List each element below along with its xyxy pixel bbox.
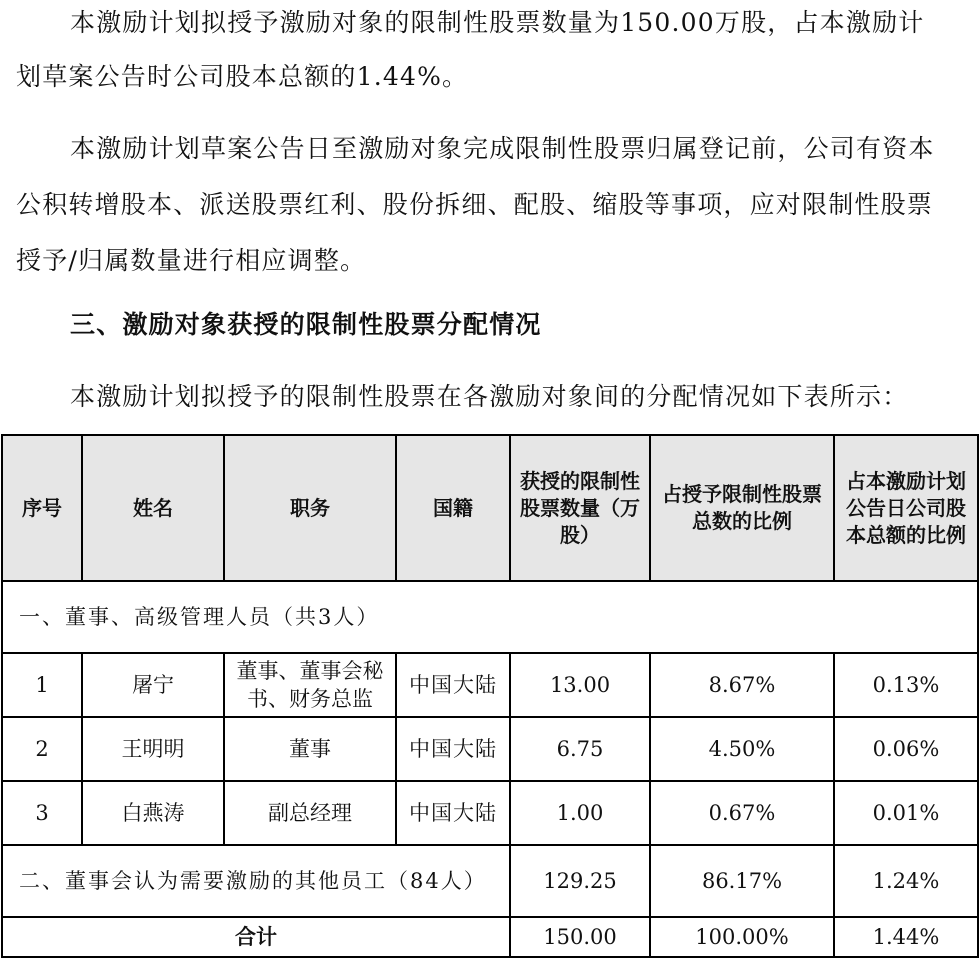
cell-position: 副总经理 <box>224 781 396 845</box>
table-header-row <box>2 435 978 581</box>
paragraph-3-line-1: 本激励计划拟授予的限制性股票在各激励对象间的分配情况如下表所示： <box>70 382 909 411</box>
header-name: 姓名 <box>82 435 224 581</box>
table-row <box>2 781 978 845</box>
cell-shares: 1.00 <box>510 781 650 845</box>
header-capital-ratio: 占本激励计划公告日公司股本总额的比例 <box>834 435 978 581</box>
section-heading: 三、激励对象获授的限制性股票分配情况 <box>70 310 542 339</box>
cell-grant-ratio: 4.50% <box>650 717 834 781</box>
other-employees-row <box>2 845 978 917</box>
cell-name: 白燕涛 <box>82 781 224 845</box>
header-position: 职务 <box>224 435 396 581</box>
total-label: 合计 <box>2 917 510 957</box>
cell-capital-ratio: 0.01% <box>834 781 978 845</box>
cell-shares: 129.25 <box>510 845 650 917</box>
header-nationality: 国籍 <box>396 435 510 581</box>
paragraph-2-line-2: 公积转增股本、派送股票红利、股份拆细、配股、缩股等事项，应对限制性股票 <box>16 190 934 219</box>
cell-seq: 1 <box>2 653 82 717</box>
cell-seq: 2 <box>2 717 82 781</box>
cell-nationality: 中国大陆 <box>396 653 510 717</box>
cell-capital-ratio: 1.24% <box>834 845 978 917</box>
cell-name: 屠宁 <box>82 653 224 717</box>
cell-position: 董事、董事会秘书、财务总监 <box>224 653 396 717</box>
cell-shares: 6.75 <box>510 717 650 781</box>
cell-grant-ratio: 8.67% <box>650 653 834 717</box>
cell-shares: 13.00 <box>510 653 650 717</box>
paragraph-1-line-2: 划草案公告时公司股本总额的1.44%。 <box>16 62 469 91</box>
table-row <box>2 717 978 781</box>
cell-nationality: 中国大陆 <box>396 717 510 781</box>
other-employees-label: 二、董事会认为需要激励的其他员工（84人） <box>2 845 510 917</box>
total-row <box>2 917 978 957</box>
cell-seq: 3 <box>2 781 82 845</box>
header-shares: 获授的限制性股票数量（万股） <box>510 435 650 581</box>
group-row-directors <box>2 581 978 653</box>
cell-nationality: 中国大陆 <box>396 781 510 845</box>
header-seq: 序号 <box>2 435 82 581</box>
paragraph-1-line-1: 本激励计划拟授予激励对象的限制性股票数量为150.00万股，占本激励计 <box>70 8 925 37</box>
header-grant-ratio: 占授予限制性股票总数的比例 <box>650 435 834 581</box>
allocation-table <box>1 434 979 958</box>
paragraph-2-line-1: 本激励计划草案公告日至激励对象完成限制性股票归属登记前，公司有资本 <box>70 134 935 163</box>
cell-name: 王明明 <box>82 717 224 781</box>
paragraph-2-line-3: 授予/归属数量进行相应调整。 <box>16 246 367 275</box>
table-row <box>2 653 978 717</box>
cell-grant-ratio: 86.17% <box>650 845 834 917</box>
cell-capital-ratio: 0.06% <box>834 717 978 781</box>
cell-capital-ratio: 0.13% <box>834 653 978 717</box>
cell-capital-ratio: 1.44% <box>834 917 978 957</box>
group-label: 一、董事、高级管理人员（共3人） <box>2 581 978 653</box>
cell-grant-ratio: 0.67% <box>650 781 834 845</box>
cell-position: 董事 <box>224 717 396 781</box>
cell-grant-ratio: 100.00% <box>650 917 834 957</box>
cell-shares: 150.00 <box>510 917 650 957</box>
